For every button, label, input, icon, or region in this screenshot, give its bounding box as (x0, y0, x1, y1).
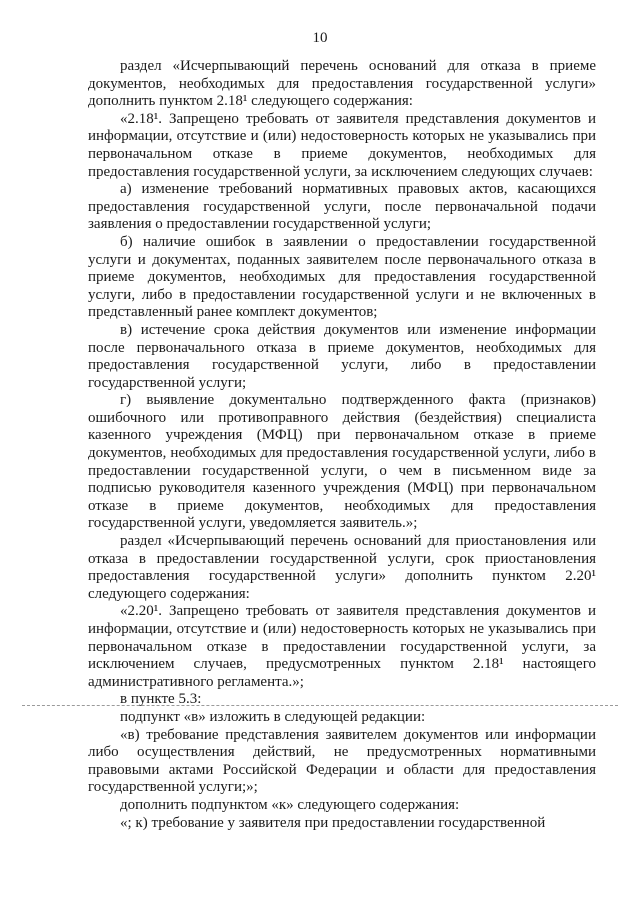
paragraph-1: раздел «Исчерпывающий перечень оснований для отказа в приеме документов, необходимых для предоставления государственной услуги» дополнить пунктом 2.18¹ следующего содержания: (88, 58, 596, 110)
paragraph-10: подпункт «в» изложить в следующей редакции: (120, 708, 426, 725)
paragraph-6: г) выявление документально подтвержденного факта (признаков) ошибочного или противоправного действия (бездействия) специалиста казенного учреждения (МФЦ) при первоначальном отказе в приеме документов, необходимых для предоставления государственной услуги, либо в предоставлении государственной услуги, о чем в письменном виде за подписью руководителя казенного учреждения (МФЦ) при первоначальном отказе в приеме документов, необходимых для предоставления государственной услуги, уведомляется заявитель.»; (88, 392, 596, 532)
paragraph-4: б) наличие ошибок в заявлении о предоставлении государственной услуги и документах, поданных заявителем после первоначального отказа в приеме документов, необходимых для предоставления государственной услуги, либо в предоставлении государственной услуги и не включенных в представленный ранее комплект документов; (88, 233, 596, 321)
document-body (88, 58, 596, 832)
paragraph-9: в пункте 5.3: (120, 691, 202, 708)
scan-divider (22, 705, 618, 706)
paragraph-12: дополнить подпунктом «к» следующего содержания: (120, 796, 460, 813)
page-number: 10 (312, 30, 328, 46)
paragraph-7: раздел «Исчерпывающий перечень оснований для приостановления или отказа в предоставлении государственной услуги, срок приостановления предоставления государственной услуги» дополнить пунктом 2.20¹ следующего содержания: (88, 533, 596, 602)
paragraph-8: «2.20¹. Запрещено требовать от заявителя представления документов и информации, отсутствие и (или) недостоверность которых не указывались при первоначальном отказе в предоставлении государственной услуги, за исключением случаев, предусмотренных пунктом 2.18¹ настоящего административного регламента.»; (88, 603, 596, 690)
paragraph-11: «в) требование представления заявителем документов или информации либо осуществления действий, не предусмотренных нормативными правовыми актами Российской Федерации и области для предоставления государственной услуги;»; (88, 726, 596, 796)
paragraph-2: «2.18¹. Запрещено требовать от заявителя представления документов и информации, отсутствие и (или) недостоверность которых не указывались при первоначальном отказе в приеме документов, необходимых для предоставления государственной услуги, за исключением следующих случаев: (88, 110, 596, 180)
paragraph-13: «; к) требование у заявителя при предоставлении государственной (120, 814, 546, 831)
paragraph-5: в) истечение срока действия документов или изменение информации после первоначального отказа в приеме документов, необходимых для предоставления государственной услуги, либо в предоставлении государственной услуги; (88, 321, 596, 391)
paragraph-3: а) изменение требований нормативных правовых актов, касающихся предоставления государственной услуги, после первоначальной подачи заявления о предоставлении государственной услуги; (88, 181, 596, 233)
